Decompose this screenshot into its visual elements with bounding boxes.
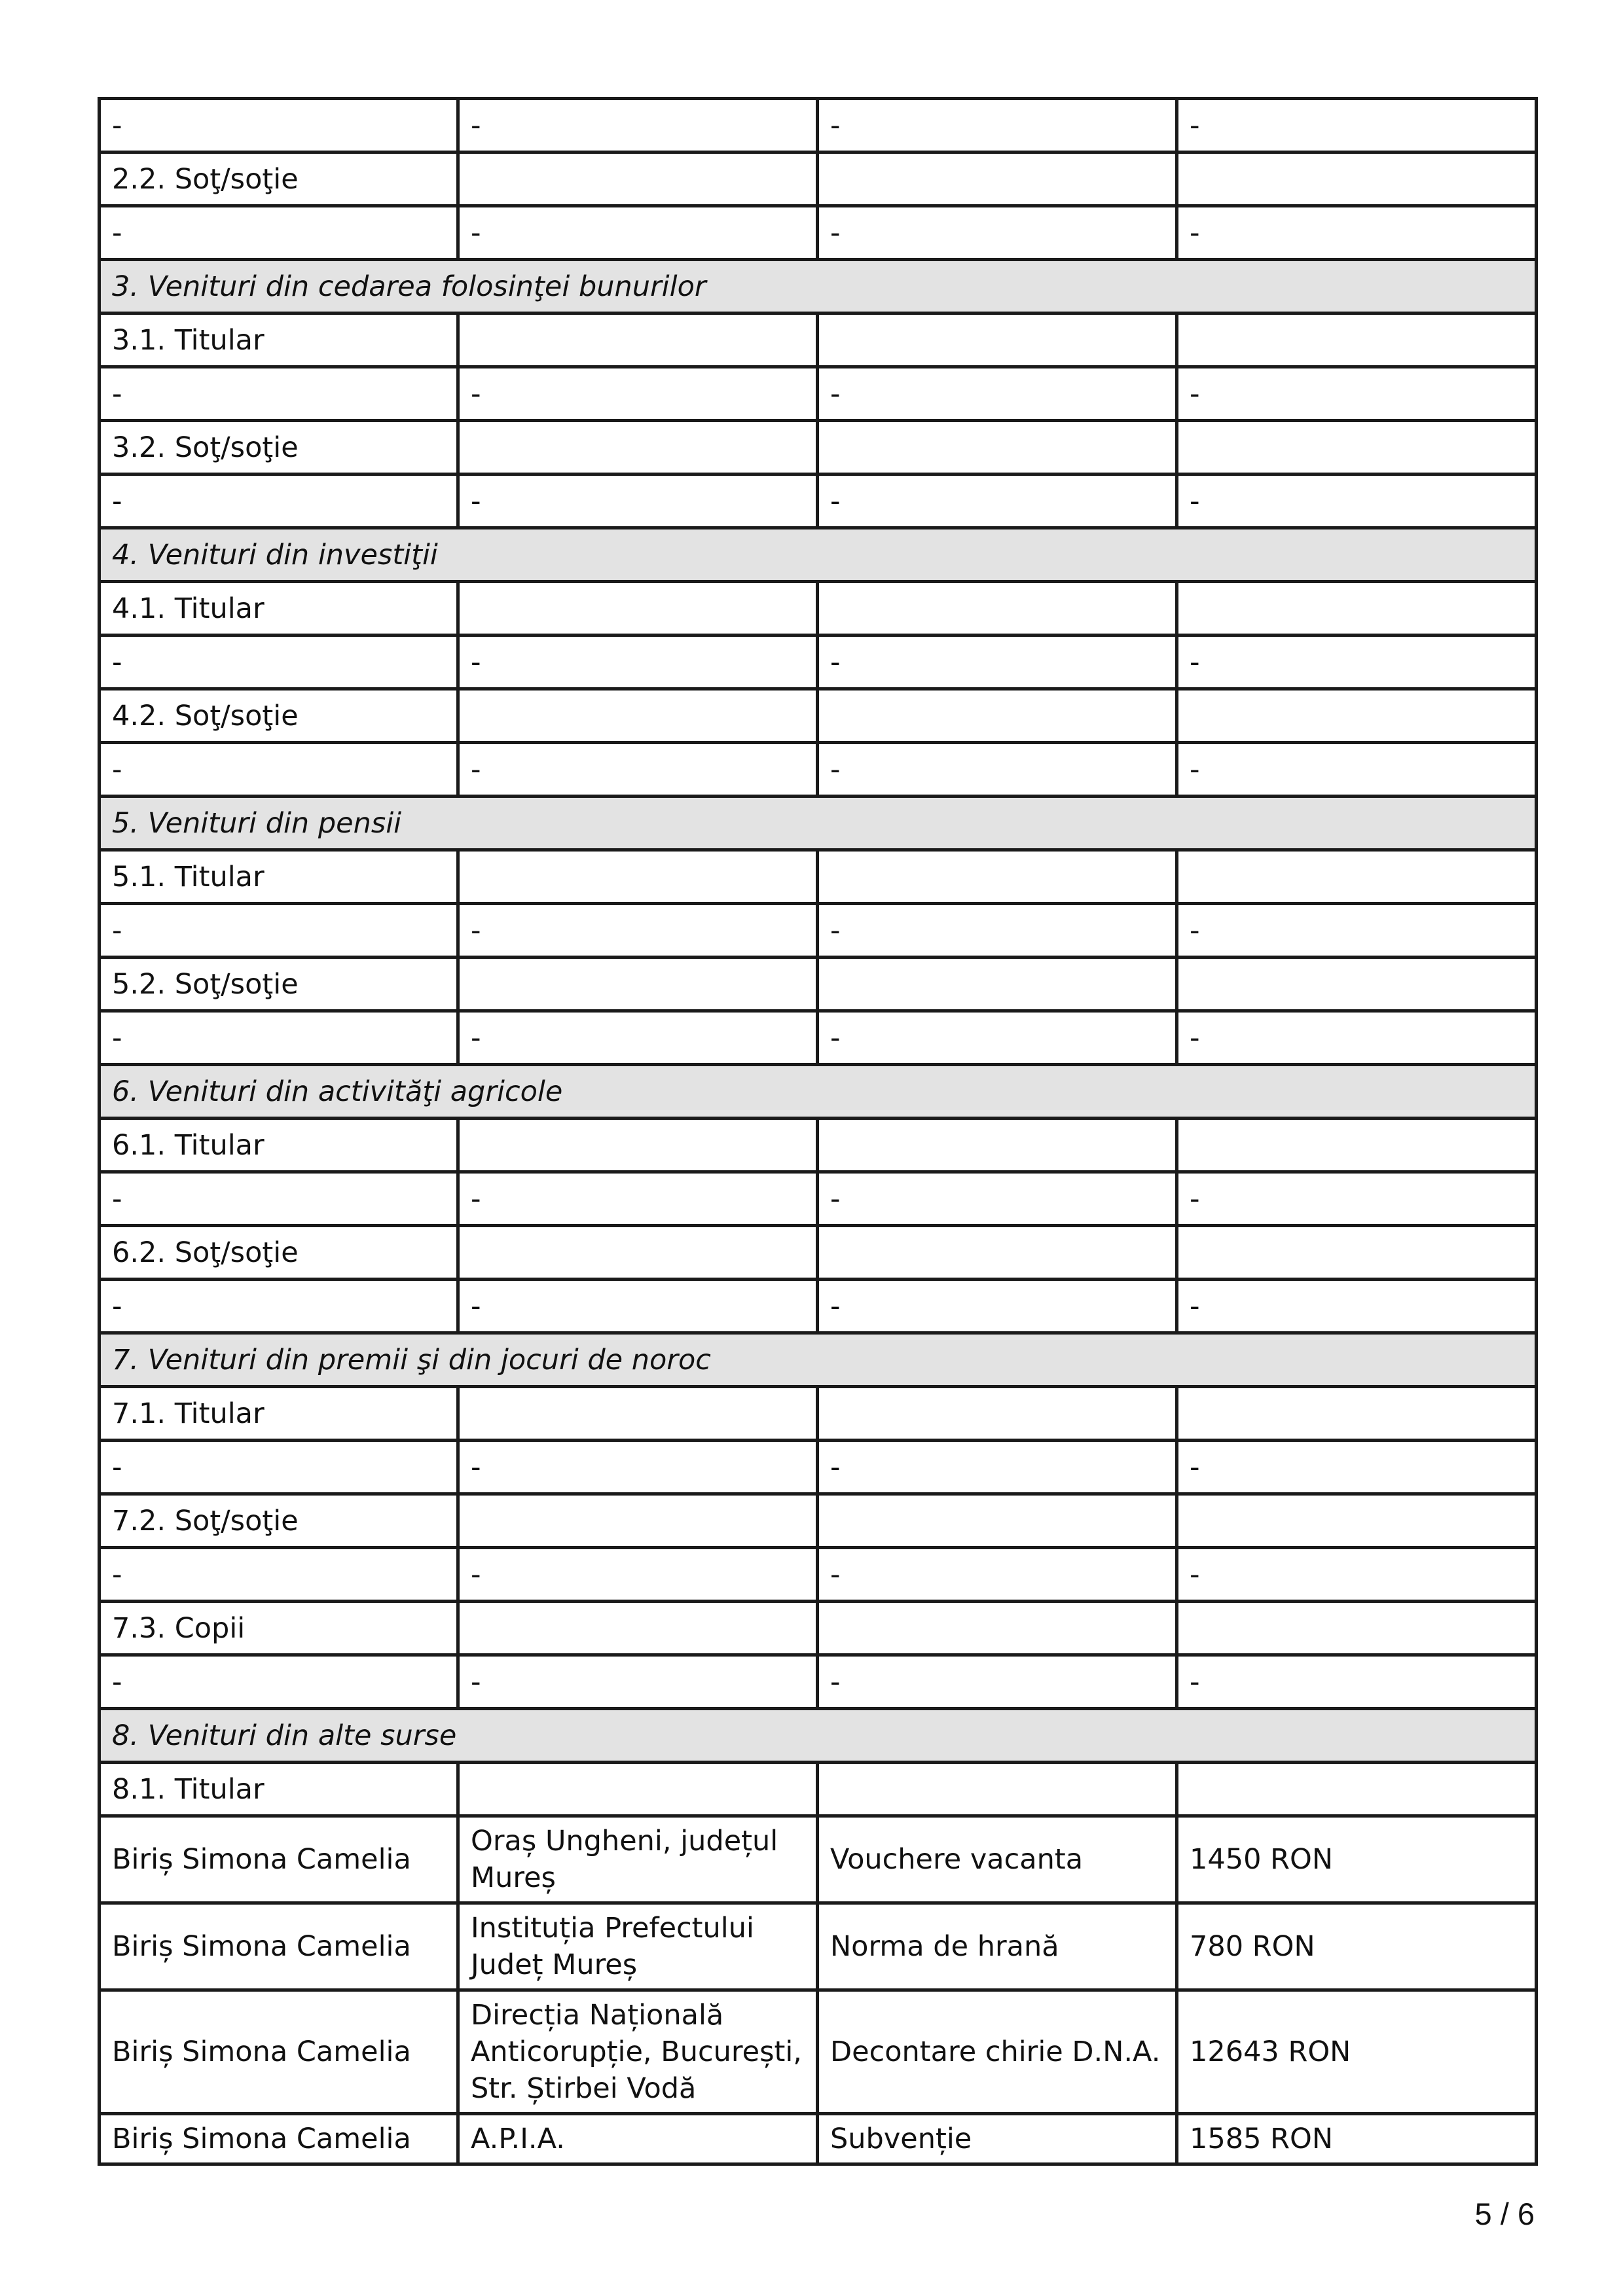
empty-entry-row	[100, 206, 1537, 260]
dash-cell: -	[100, 743, 458, 797]
subsection-row	[100, 1119, 1537, 1172]
dash-cell: -	[458, 1548, 818, 1602]
subsection-row	[100, 421, 1537, 475]
empty-entry-row	[100, 367, 1537, 421]
subsection-label: 6.2. Soţ/soţie	[100, 1226, 458, 1280]
subsection-row	[100, 1494, 1537, 1548]
dash-cell: -	[818, 1441, 1177, 1494]
empty-cell	[458, 689, 818, 743]
income-entry-row	[100, 1990, 1537, 2114]
dash-cell: -	[1177, 99, 1537, 152]
subsection-row	[100, 1763, 1537, 1816]
dash-cell: -	[458, 1011, 818, 1065]
section-title: 8. Venituri din alte surse	[100, 1709, 1537, 1763]
dash-cell: -	[458, 1655, 818, 1709]
subsection-row	[100, 1226, 1537, 1280]
empty-cell	[818, 1763, 1177, 1816]
dash-cell: -	[458, 206, 818, 260]
dash-cell: -	[818, 743, 1177, 797]
dash-cell: -	[100, 904, 458, 958]
income-table	[98, 97, 1538, 2166]
section-header-row	[100, 1709, 1537, 1763]
empty-cell	[458, 1602, 818, 1655]
dash-cell: -	[818, 99, 1177, 152]
income-entry-row	[100, 1903, 1537, 1990]
subsection-label: 5.1. Titular	[100, 850, 458, 904]
dash-cell: -	[458, 1441, 818, 1494]
service-cell: Norma de hrană	[818, 1903, 1177, 1990]
section-title: 5. Venituri din pensii	[100, 797, 1537, 850]
dash-cell: -	[458, 636, 818, 689]
section-header-row	[100, 260, 1537, 314]
dash-cell: -	[458, 367, 818, 421]
empty-entry-row	[100, 1655, 1537, 1709]
subsection-row	[100, 958, 1537, 1011]
subsection-label: 5.2. Soţ/soţie	[100, 958, 458, 1011]
dash-cell: -	[458, 743, 818, 797]
empty-cell	[1177, 1494, 1537, 1548]
empty-cell	[1177, 152, 1537, 206]
dash-cell: -	[458, 1280, 818, 1333]
dash-cell: -	[1177, 743, 1537, 797]
service-cell: Decontare chirie D.N.A.	[818, 1990, 1177, 2114]
dash-cell: -	[818, 367, 1177, 421]
empty-cell	[818, 1602, 1177, 1655]
dash-cell: -	[1177, 1280, 1537, 1333]
empty-entry-row	[100, 636, 1537, 689]
subsection-label: 7.2. Soţ/soţie	[100, 1494, 458, 1548]
dash-cell: -	[818, 904, 1177, 958]
amount-cell: 1585 RON	[1177, 2114, 1537, 2164]
empty-cell	[458, 1763, 818, 1816]
amount-cell: 780 RON	[1177, 1903, 1537, 1990]
dash-cell: -	[458, 904, 818, 958]
subsection-row	[100, 1387, 1537, 1441]
empty-entry-row	[100, 1548, 1537, 1602]
empty-entry-row	[100, 1441, 1537, 1494]
empty-cell	[458, 421, 818, 475]
subsection-label: 7.1. Titular	[100, 1387, 458, 1441]
dash-cell: -	[100, 636, 458, 689]
empty-cell	[458, 958, 818, 1011]
amount-cell: 1450 RON	[1177, 1816, 1537, 1903]
empty-cell	[818, 152, 1177, 206]
empty-cell	[1177, 1226, 1537, 1280]
subsection-row	[100, 314, 1537, 367]
section-header-row	[100, 797, 1537, 850]
section-header-row	[100, 1065, 1537, 1119]
income-source-cell: Direcția Națională Anticorupție, București, Str. Știrbei Vodă	[458, 1990, 818, 2114]
beneficiary-cell: Biriș Simona Camelia	[100, 1990, 458, 2114]
subsection-label: 3.2. Soţ/soţie	[100, 421, 458, 475]
dash-cell: -	[100, 1441, 458, 1494]
subsection-row	[100, 1602, 1537, 1655]
dash-cell: -	[818, 1655, 1177, 1709]
empty-entry-row	[100, 1172, 1537, 1226]
empty-cell	[1177, 689, 1537, 743]
empty-cell	[1177, 1387, 1537, 1441]
beneficiary-cell: Biriș Simona Camelia	[100, 2114, 458, 2164]
empty-cell	[818, 421, 1177, 475]
dash-cell: -	[818, 1280, 1177, 1333]
subsection-label: 8.1. Titular	[100, 1763, 458, 1816]
amount-cell: 12643 RON	[1177, 1990, 1537, 2114]
dash-cell: -	[818, 1011, 1177, 1065]
beneficiary-cell: Biriș Simona Camelia	[100, 1816, 458, 1903]
subsection-row	[100, 152, 1537, 206]
dash-cell: -	[818, 1172, 1177, 1226]
empty-cell	[1177, 314, 1537, 367]
subsection-label: 4.1. Titular	[100, 582, 458, 636]
empty-cell	[818, 1387, 1177, 1441]
beneficiary-cell: Biriș Simona Camelia	[100, 1903, 458, 1990]
empty-cell	[458, 1119, 818, 1172]
dash-cell: -	[458, 1172, 818, 1226]
empty-cell	[1177, 1119, 1537, 1172]
empty-cell	[818, 1226, 1177, 1280]
dash-cell: -	[100, 1655, 458, 1709]
page-number: 5 / 6	[1474, 2197, 1535, 2231]
dash-cell: -	[100, 99, 458, 152]
dash-cell: -	[100, 475, 458, 528]
empty-cell	[458, 850, 818, 904]
empty-cell	[458, 314, 818, 367]
empty-cell	[818, 582, 1177, 636]
section-title: 7. Venituri din premii şi din jocuri de noroc	[100, 1333, 1537, 1387]
empty-cell	[458, 1226, 818, 1280]
empty-cell	[818, 689, 1177, 743]
income-entry-row	[100, 2114, 1537, 2164]
empty-cell	[1177, 582, 1537, 636]
dash-cell: -	[1177, 636, 1537, 689]
subsection-row	[100, 689, 1537, 743]
income-source-cell: A.P.I.A.	[458, 2114, 818, 2164]
dash-cell: -	[1177, 904, 1537, 958]
empty-entry-row	[100, 1280, 1537, 1333]
empty-entry-row	[100, 1011, 1537, 1065]
section-title: 3. Venituri din cedarea folosinţei bunurilor	[100, 260, 1537, 314]
subsection-row	[100, 582, 1537, 636]
subsection-label: 4.2. Soţ/soţie	[100, 689, 458, 743]
empty-cell	[1177, 421, 1537, 475]
empty-cell	[1177, 958, 1537, 1011]
dash-cell: -	[100, 206, 458, 260]
dash-cell: -	[1177, 1655, 1537, 1709]
dash-cell: -	[100, 1548, 458, 1602]
dash-cell: -	[818, 636, 1177, 689]
income-source-cell: Oraș Ungheni, județul Mureș	[458, 1816, 818, 1903]
dash-cell: -	[100, 1172, 458, 1226]
dash-cell: -	[818, 475, 1177, 528]
empty-cell	[1177, 850, 1537, 904]
subsection-label: 2.2. Soţ/soţie	[100, 152, 458, 206]
empty-cell	[458, 152, 818, 206]
empty-cell	[458, 1387, 818, 1441]
empty-cell	[818, 1119, 1177, 1172]
section-header-row	[100, 1333, 1537, 1387]
section-title: 4. Venituri din investiţii	[100, 528, 1537, 582]
income-entry-row	[100, 1816, 1537, 1903]
dash-cell: -	[818, 1548, 1177, 1602]
dash-cell: -	[458, 475, 818, 528]
empty-cell	[458, 582, 818, 636]
empty-cell	[818, 958, 1177, 1011]
dash-cell: -	[1177, 475, 1537, 528]
dash-cell: -	[100, 1011, 458, 1065]
dash-cell: -	[100, 1280, 458, 1333]
income-source-cell: Instituția Prefectului Județ Mureș	[458, 1903, 818, 1990]
empty-entry-row	[100, 904, 1537, 958]
dash-cell: -	[100, 367, 458, 421]
empty-cell	[1177, 1602, 1537, 1655]
dash-cell: -	[1177, 367, 1537, 421]
section-header-row	[100, 528, 1537, 582]
subsection-label: 6.1. Titular	[100, 1119, 458, 1172]
dash-cell: -	[458, 99, 818, 152]
empty-entry-row	[100, 743, 1537, 797]
dash-cell: -	[1177, 1172, 1537, 1226]
empty-cell	[818, 1494, 1177, 1548]
dash-cell: -	[1177, 1011, 1537, 1065]
subsection-row	[100, 850, 1537, 904]
section-title: 6. Venituri din activităţi agricole	[100, 1065, 1537, 1119]
empty-cell	[818, 850, 1177, 904]
subsection-label: 7.3. Copii	[100, 1602, 458, 1655]
service-cell: Vouchere vacanta	[818, 1816, 1177, 1903]
empty-entry-row	[100, 475, 1537, 528]
dash-cell: -	[1177, 206, 1537, 260]
subsection-label: 3.1. Titular	[100, 314, 458, 367]
empty-cell	[1177, 1763, 1537, 1816]
dash-cell: -	[1177, 1548, 1537, 1602]
dash-cell: -	[818, 206, 1177, 260]
service-cell: Subvenție	[818, 2114, 1177, 2164]
empty-entry-row	[100, 99, 1537, 152]
dash-cell: -	[1177, 1441, 1537, 1494]
empty-cell	[818, 314, 1177, 367]
empty-cell	[458, 1494, 818, 1548]
income-table-body	[100, 99, 1537, 2164]
